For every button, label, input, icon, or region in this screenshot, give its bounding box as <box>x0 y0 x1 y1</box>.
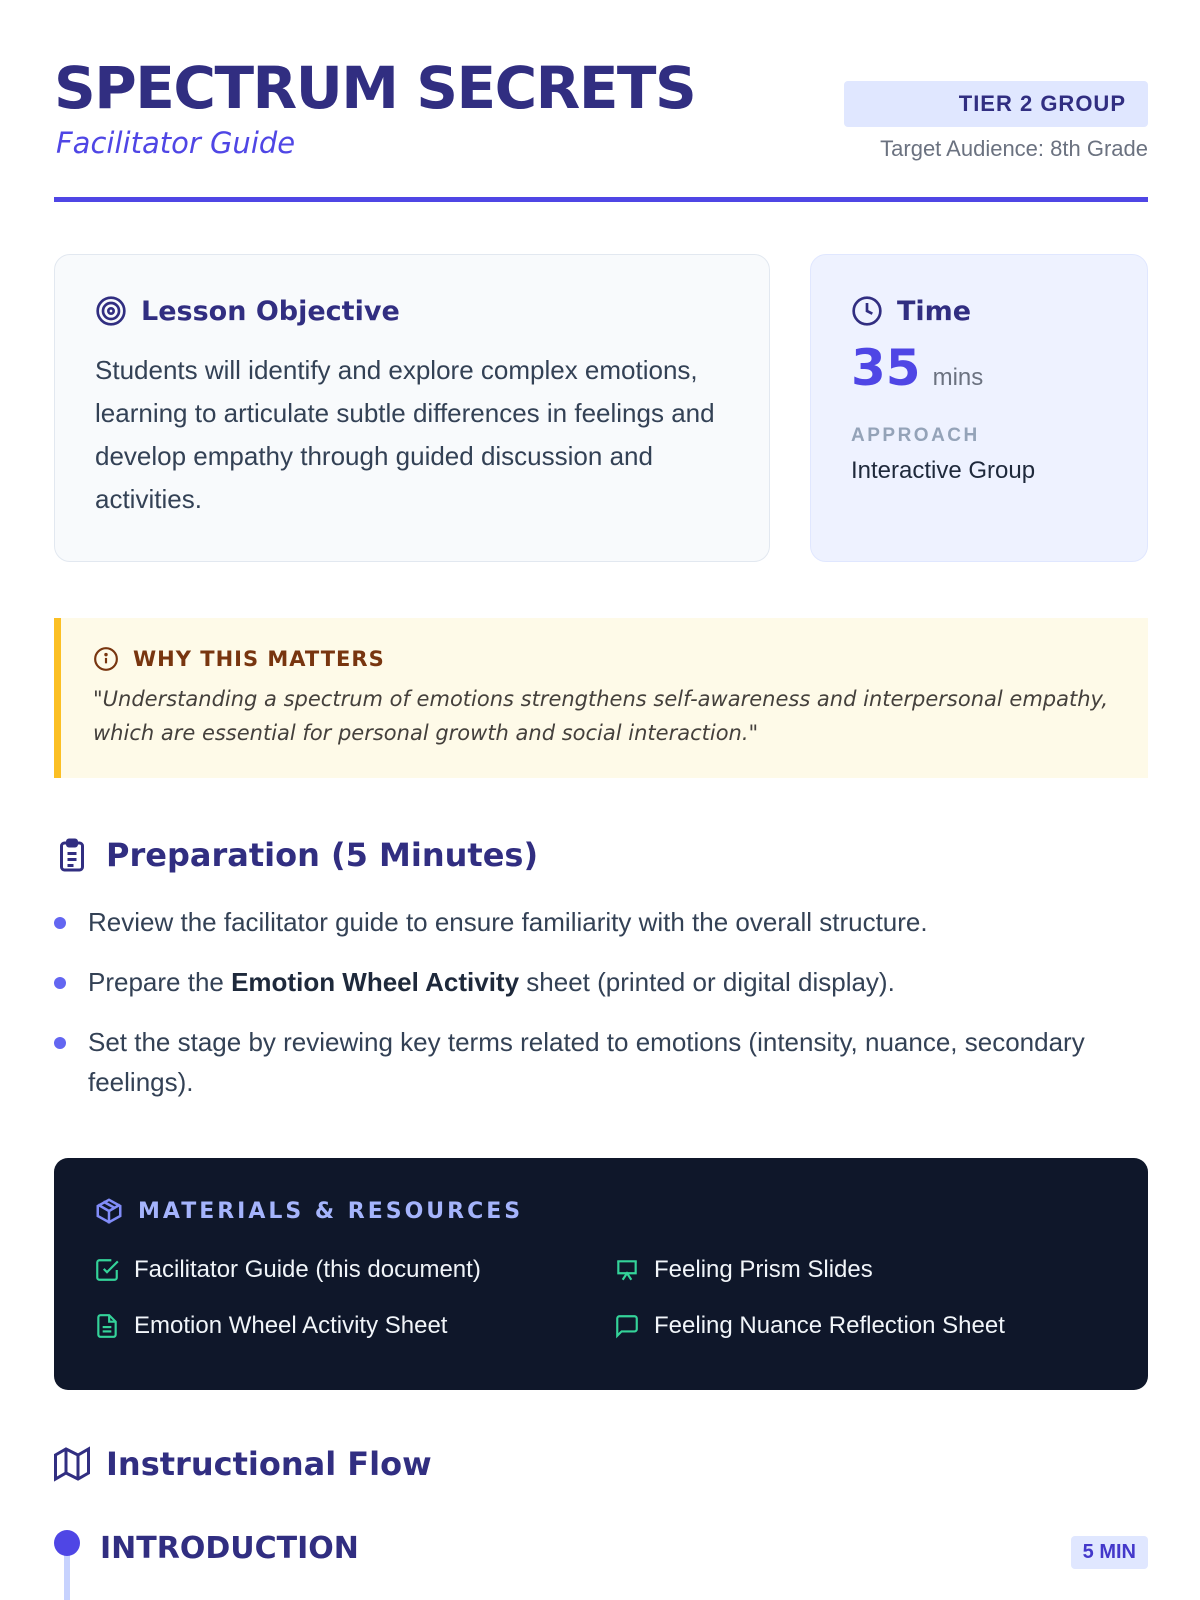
time-title: Time <box>897 295 972 327</box>
duration-badge: 5 MIN <box>1071 1536 1148 1569</box>
materials-header <box>94 1196 1108 1226</box>
instructional-flow-header <box>54 1445 432 1483</box>
list-item <box>54 1022 1148 1102</box>
page-title: SPECTRUM SECRETS <box>54 54 696 122</box>
flow-step-introduction <box>54 1530 1148 1600</box>
info-icon <box>93 646 119 672</box>
material-item <box>94 1312 614 1340</box>
list-item-text: Set the stage by reviewing key terms related to emotions (intensity, nuance, secondary feelings). <box>88 1027 1085 1097</box>
clipboard-icon <box>54 837 90 873</box>
flow-step-title: INTRODUCTION <box>100 1531 359 1566</box>
lesson-objective-title: Lesson Objective <box>141 295 400 327</box>
why-quote: "Understanding a spectrum of emotions strengthens self-awareness and interpersonal empathy, which are essential for personal growth and social interaction." <box>93 687 1109 745</box>
message-square-icon <box>614 1313 640 1339</box>
list-item <box>54 902 1148 942</box>
list-item-emphasis: Emotion Wheel Activity <box>231 967 520 997</box>
target-icon <box>95 295 127 327</box>
timeline-line <box>64 1554 70 1600</box>
lesson-objective-header <box>95 295 729 327</box>
material-label: Emotion Wheel Activity Sheet <box>134 1312 448 1339</box>
list-item-text: sheet (printed or digital display). <box>519 967 895 997</box>
time-unit: mins <box>932 364 984 391</box>
package-icon <box>94 1196 124 1226</box>
preparation-header <box>54 836 538 874</box>
why-this-matters-callout <box>54 618 1148 778</box>
material-label: Feeling Prism Slides <box>654 1256 873 1283</box>
list-item-text: Prepare the <box>88 967 232 997</box>
time-value-row <box>851 339 1107 397</box>
materials-panel <box>54 1158 1148 1390</box>
approach-label: APPROACH <box>851 425 980 446</box>
time-header <box>851 295 1107 327</box>
material-item <box>94 1256 614 1284</box>
check-square-icon <box>94 1257 120 1283</box>
preparation-list <box>54 902 1148 1122</box>
materials-title: MATERIALS & RESOURCES <box>138 1198 524 1224</box>
lesson-objective-card <box>54 254 770 562</box>
timeline-dot <box>54 1530 80 1556</box>
why-header <box>93 646 1116 672</box>
material-item <box>614 1256 1084 1284</box>
map-icon <box>54 1446 90 1482</box>
material-label: Feeling Nuance Reflection Sheet <box>654 1312 1005 1339</box>
list-item <box>54 962 1148 1002</box>
lesson-objective-text: Students will identify and explore complex emotions, learning to articulate subtle differences in feelings and develop empathy through guided discussion and activities. <box>95 355 715 514</box>
presentation-icon <box>614 1257 640 1283</box>
clock-icon <box>851 295 883 327</box>
time-card <box>810 254 1148 562</box>
why-title: WHY THIS MATTERS <box>133 647 385 671</box>
preparation-title: Preparation (5 Minutes) <box>106 836 539 874</box>
page-header <box>54 54 1148 202</box>
page-subtitle: Facilitator Guide <box>56 126 296 160</box>
list-item-text: Review the facilitator guide to ensure familiarity with the overall structure. <box>88 907 928 937</box>
material-item <box>614 1312 1084 1340</box>
material-label: Facilitator Guide (this document) <box>134 1256 481 1283</box>
instructional-flow-title: Instructional Flow <box>106 1445 432 1483</box>
time-value: 35 <box>851 339 921 397</box>
tier-badge: TIER 2 GROUP <box>844 81 1148 127</box>
materials-list <box>94 1256 1108 1340</box>
document-icon <box>94 1313 120 1339</box>
approach-value: Interactive Group <box>851 457 1036 484</box>
target-audience: Target Audience: 8th Grade <box>880 136 1148 161</box>
